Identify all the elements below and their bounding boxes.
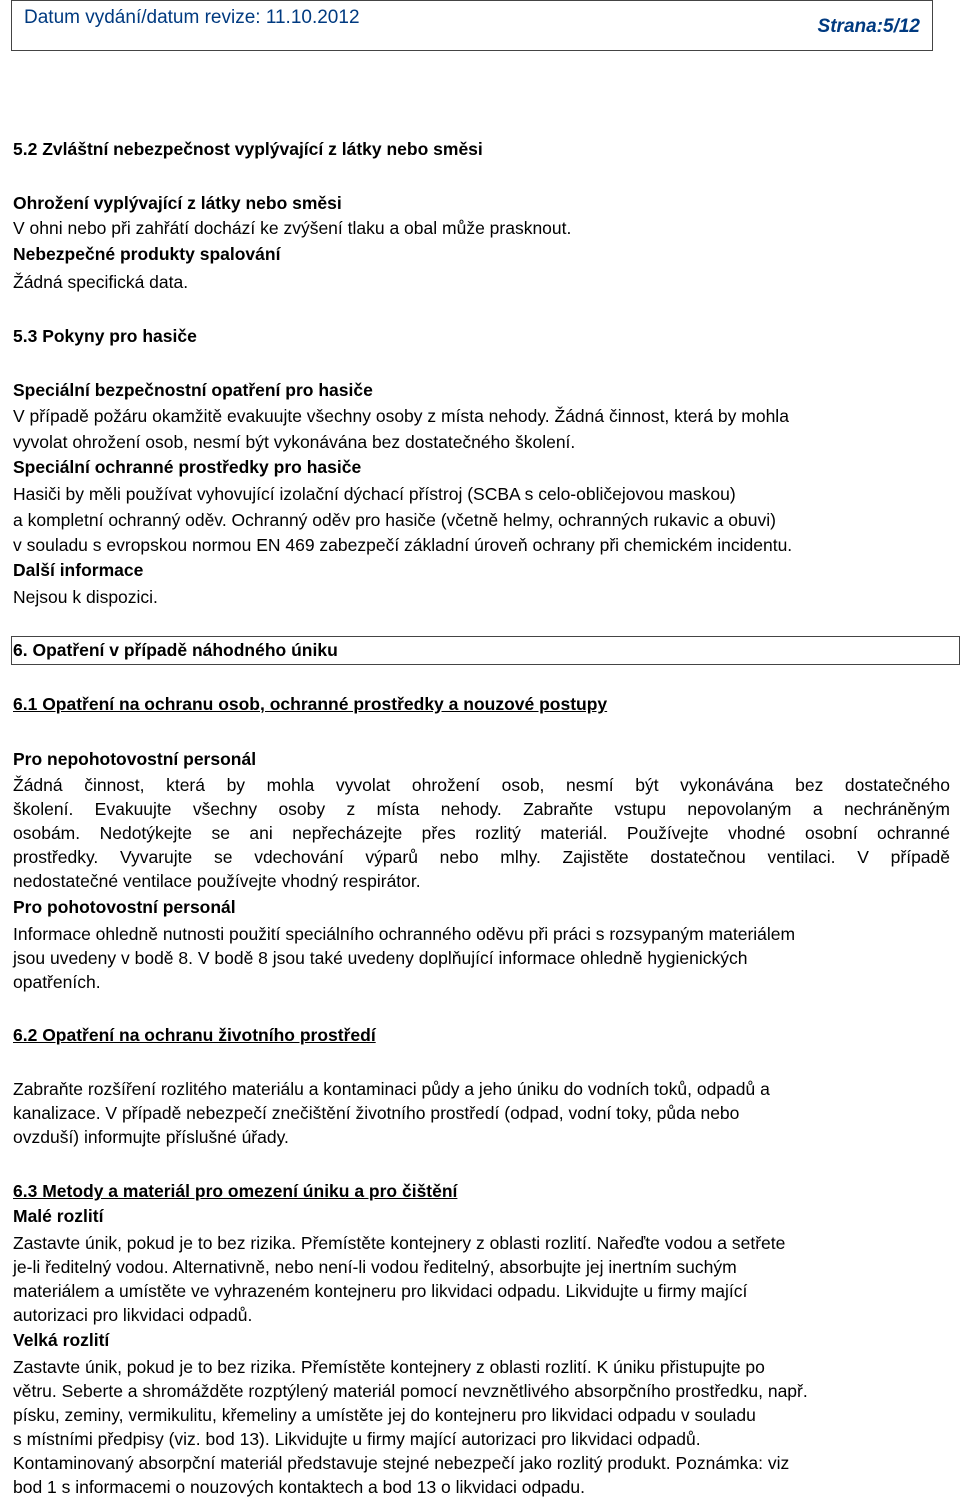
text-line: V ohni nebo při zahřátí dochází ke zvýšení tlaku a obal může prasknout. (13, 218, 572, 238)
text-line: je-li ředitelný vodou. Alternativně, nebo není-li vodou ředitelný, absorbujte jej inertním suchým (13, 1257, 737, 1277)
subheading-special-measures: Speciální bezpečnostní opatření pro hasiče (13, 380, 373, 400)
heading-5-2: 5.2 Zvláštní nebezpečnost vyplývající z látky nebo směsi (13, 139, 483, 159)
text-line: větru. Seberte a shromážděte rozptýlený materiál pomocí nevznětlivého absorpčního prostředku, např. (13, 1381, 808, 1401)
text-line: Informace ohledně nutnosti použití speciálního ochranného oděvu při práci s rozsypaným materiálem (13, 924, 796, 944)
heading-6-2: 6.2 Opatření na ochranu životního prostředí (13, 1025, 376, 1045)
text-line: Zabraňte rozšíření rozlitého materiálu a kontaminaci půdy a jeho úniku do vodních toků, odpadů a (13, 1079, 770, 1099)
text-line: prostředky. Vyvarujte se vdechování výparů nebo mlhy. Zajistěte dostatečnou ventilaci. V případě (13, 847, 950, 867)
heading-5-3: 5.3 Pokyny pro hasiče (13, 326, 197, 346)
revision-date: Datum vydání/datum revize: 11.10.2012 (24, 7, 360, 28)
text-line: kanalizace. V případě nebezpečí znečištění životního prostředí (odpad, vodní toky, půda nebo (13, 1103, 740, 1123)
text-line: Kontaminovaný absorpční materiál představuje stejné nebezpečí jako rozlitý produkt. Poznámka: viz (13, 1453, 790, 1473)
text-line: ovzduší) informujte příslušné úřady. (13, 1127, 289, 1147)
subheading-non-emergency: Pro nepohotovostní personál (13, 749, 257, 769)
subheading-large-spill: Velká rozlití (13, 1330, 110, 1350)
text-line: v souladu s evropskou normou EN 469 zabezpečí základní úroveň ochrany při chemickém incidentu. (13, 535, 793, 555)
page-header (11, 0, 933, 51)
text-line: a kompletní ochranný oděv. Ochranný oděv pro hasiče (včetně helmy, ochranných rukavic a obuvi) (13, 510, 776, 530)
text-line: materiálem a umístěte ve vyhrazeném kontejneru pro likvidaci odpadu. Likvidujte u firmy mající (13, 1281, 748, 1301)
subheading-combustion-products: Nebezpečné produkty spalování (13, 244, 281, 264)
text-line: bod 1 s informacemi o nouzových kontaktech a bod 13 o likvidaci odpadu. (13, 1477, 586, 1497)
text-line: Nejsou k dispozici. (13, 587, 158, 607)
text-line: s místními předpisy (viz. bod 13). Likvidujte u firmy mající autorizaci pro likvidaci odpadů. (13, 1429, 701, 1449)
subheading-small-spill: Malé rozlití (13, 1206, 104, 1226)
text-line: autorizaci pro likvidaci odpadů. (13, 1305, 253, 1325)
text-line: písku, zeminy, vermikulitu, křemeliny a umístěte jej do kontejneru pro likvidaci odpadu v souladu (13, 1405, 756, 1425)
subheading-protective-equipment: Speciální ochranné prostředky pro hasiče (13, 457, 362, 477)
heading-6-1: 6.1 Opatření na ochranu osob, ochranné prostředky a nouzové postupy (13, 694, 608, 714)
heading-6-3: 6.3 Metody a materiál pro omezení úniku a pro čištění (13, 1181, 458, 1201)
text-line: vyvolat ohrožení osob, nesmí být vykonávána bez dostatečného školení. (13, 432, 576, 452)
text-line: V případě požáru okamžitě evakuujte všechny osoby z místa nehody. Žádná činnost, která by mohla (13, 406, 789, 426)
subheading-hazards: Ohrožení vyplývající z látky nebo směsi (13, 193, 342, 213)
subheading-emergency-responders: Pro pohotovostní personál (13, 897, 236, 917)
subheading-further-info: Další informace (13, 560, 144, 580)
text-line: Hasiči by měli používat vyhovující izolační dýchací přístroj (SCBA s celo-obličejovou maskou) (13, 484, 736, 504)
text-line: Zastavte únik, pokud je to bez rizika. Přemístěte kontejnery z oblasti rozlití. K úniku přistupujte po (13, 1357, 765, 1377)
text-line: nedostatečné ventilace používejte vhodný respirátor. (13, 871, 421, 891)
text-line: osobám. Nedotýkejte se ani nepřecházejte přes rozlitý materiál. Používejte vhodné osobní ochranné (13, 823, 950, 843)
text-line: opatřeních. (13, 972, 101, 992)
section-6-header (11, 636, 960, 665)
text-line: školení. Evakuujte všechny osoby z místa nehody. Zabraňte vstupu nepovolaným a nechráněným (13, 799, 950, 819)
section-6-title: 6. Opatření v případě náhodného úniku (13, 640, 338, 660)
text-line: Žádná činnost, která by mohla vyvolat ohrožení osob, nesmí být vykonávána bez dostatečného (13, 775, 950, 795)
page-number: Strana:5/12 (817, 16, 920, 37)
text-line: jsou uvedeny v bodě 8. V bodě 8 jsou také uvedeny doplňující informace ohledně hygienických (13, 948, 748, 968)
text-line: Zastavte únik, pokud je to bez rizika. Přemístěte kontejnery z oblasti rozlití. Nařeďte vodou a setřete (13, 1233, 786, 1253)
text-line: Žádná specifická data. (13, 272, 189, 292)
